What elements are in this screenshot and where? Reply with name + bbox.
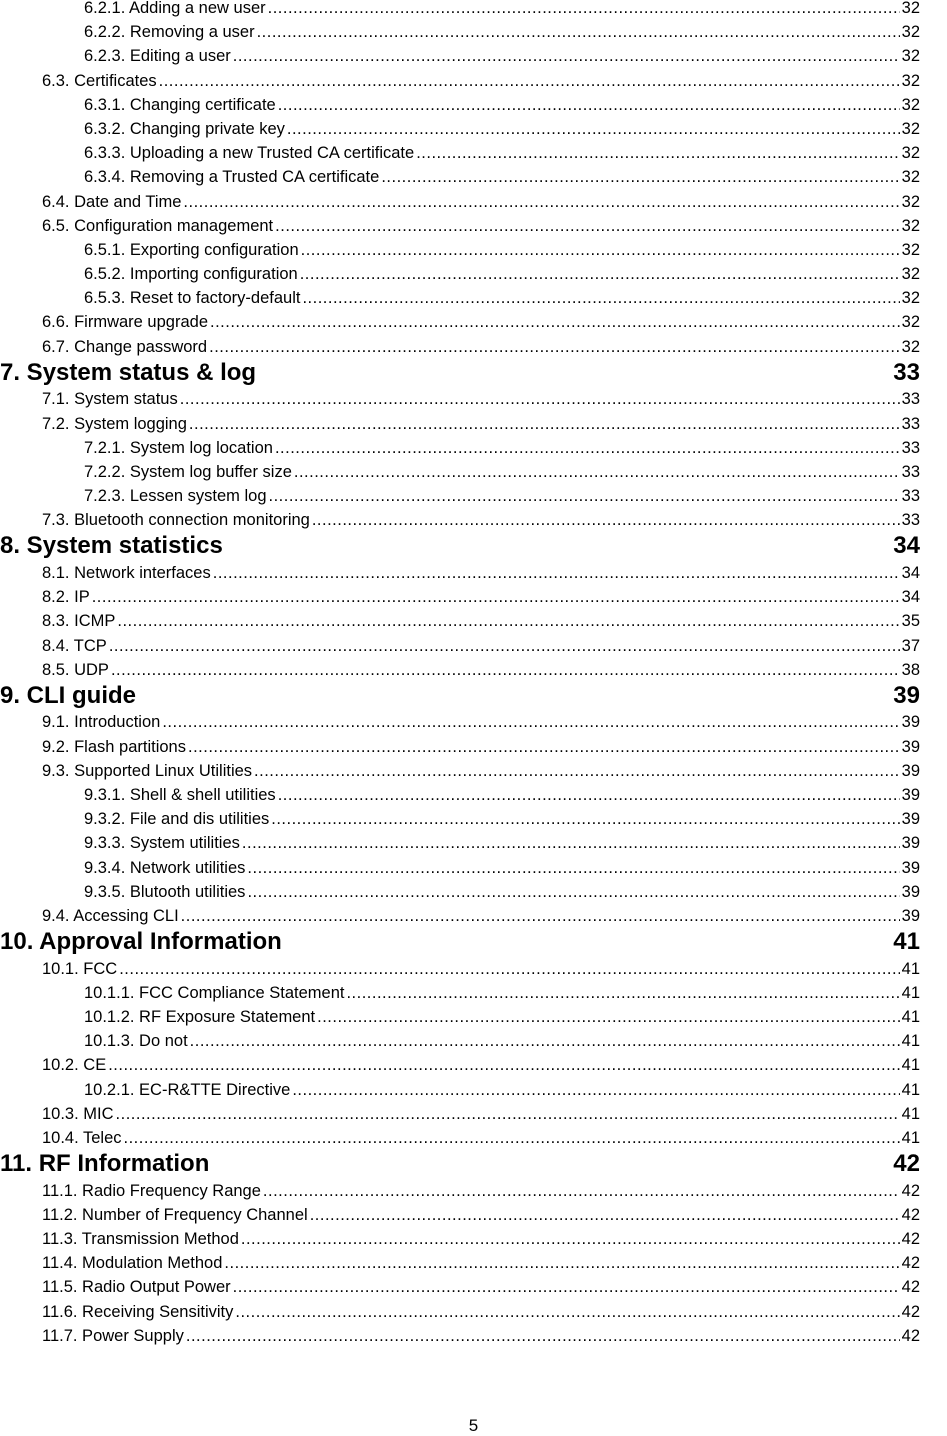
toc-section-entry[interactable] bbox=[0, 1324, 947, 1348]
toc-entry-title: 6.5.2. Importing configuration bbox=[84, 265, 298, 284]
toc-entry-page: 32 bbox=[901, 71, 920, 90]
dot-leader bbox=[180, 387, 900, 411]
toc-entry-page: 42 bbox=[893, 1150, 920, 1178]
dot-leader bbox=[275, 214, 899, 238]
toc-entry-page: 33 bbox=[901, 487, 920, 506]
dot-leader bbox=[317, 1005, 900, 1029]
toc-entry-title: 10.1. FCC bbox=[42, 959, 118, 978]
toc-entry-page: 41 bbox=[901, 1056, 920, 1075]
dot-leader bbox=[233, 44, 900, 68]
toc-entry-page: 34 bbox=[901, 563, 920, 582]
toc-entry-page: 32 bbox=[901, 265, 920, 284]
toc-entry-title: 6.5.1. Exporting configuration bbox=[84, 240, 299, 259]
toc-entry-page: 32 bbox=[901, 119, 920, 138]
toc-entry-title: 11. RF Information bbox=[0, 1150, 210, 1178]
toc-subsection-entry[interactable] bbox=[0, 981, 947, 1005]
toc-entry-page: 41 bbox=[901, 959, 920, 978]
toc-entry-page: 32 bbox=[901, 144, 920, 163]
dot-leader bbox=[233, 1275, 900, 1299]
toc-entry-page: 41 bbox=[893, 928, 920, 956]
toc-section-entry[interactable] bbox=[0, 1126, 947, 1150]
toc-entry-page: 32 bbox=[901, 47, 920, 66]
dot-leader bbox=[416, 141, 899, 165]
toc-section-entry[interactable] bbox=[0, 214, 947, 238]
toc-section-entry[interactable] bbox=[0, 735, 947, 759]
toc-entry-page: 42 bbox=[901, 1326, 920, 1345]
toc-entry-page: 35 bbox=[901, 612, 920, 631]
toc-subsection-entry[interactable] bbox=[0, 165, 947, 189]
toc-entry-title: 11.3. Transmission Method bbox=[42, 1229, 239, 1248]
toc-entry-page: 32 bbox=[901, 23, 920, 42]
toc-entry-page: 32 bbox=[901, 216, 920, 235]
dot-leader bbox=[241, 1227, 900, 1251]
dot-leader bbox=[189, 412, 900, 436]
toc-entry-page: 41 bbox=[901, 1104, 920, 1123]
dot-leader bbox=[346, 981, 899, 1005]
toc-section-entry[interactable] bbox=[0, 69, 947, 93]
toc-entry-page: 32 bbox=[901, 289, 920, 308]
toc-subsection-entry[interactable] bbox=[0, 44, 947, 68]
toc-entry-page: 32 bbox=[901, 337, 920, 356]
toc-section-entry[interactable] bbox=[0, 1227, 947, 1251]
toc-entry-page: 42 bbox=[901, 1302, 920, 1321]
toc-entry-title: 10.2. CE bbox=[42, 1056, 107, 1075]
toc-entry-page: 39 bbox=[901, 737, 920, 756]
toc-entry-page: 42 bbox=[901, 1181, 920, 1200]
toc-entry-title: 9.3.4. Network utilities bbox=[84, 858, 246, 877]
dot-leader bbox=[211, 1150, 891, 1179]
toc-entry-title: 6.7. Change password bbox=[42, 337, 208, 356]
toc-entry-title: 6.3.1. Changing certificate bbox=[84, 95, 276, 114]
toc-entry-page: 39 bbox=[901, 906, 920, 925]
toc-entry-title: 11.7. Power Supply bbox=[42, 1326, 184, 1345]
dot-leader bbox=[116, 1102, 900, 1126]
toc-entry-page: 39 bbox=[901, 882, 920, 901]
toc-entry-page: 32 bbox=[901, 313, 920, 332]
toc-entry-page: 41 bbox=[901, 983, 920, 1002]
toc-subsection-entry[interactable] bbox=[0, 20, 947, 44]
toc-entry-page: 41 bbox=[901, 1128, 920, 1147]
toc-section-entry[interactable] bbox=[0, 1203, 947, 1227]
toc-entry-title: 7.3. Bluetooth connection monitoring bbox=[42, 511, 310, 530]
toc-entry-title: 9.3. Supported Linux Utilities bbox=[42, 761, 253, 780]
toc-section-entry[interactable] bbox=[0, 1179, 947, 1203]
toc-subsection-entry[interactable] bbox=[0, 1005, 947, 1029]
dot-leader bbox=[119, 957, 899, 981]
toc-entry-page: 32 bbox=[901, 192, 920, 211]
dot-leader bbox=[268, 0, 900, 20]
toc-entry-page: 39 bbox=[901, 858, 920, 877]
toc-subsection-entry[interactable] bbox=[0, 0, 947, 20]
toc-entry-title: 9.1. Introduction bbox=[42, 713, 161, 732]
dot-leader bbox=[190, 1029, 900, 1053]
toc-entry-title: 7.2.3. Lessen system log bbox=[84, 487, 267, 506]
toc-subsection-entry[interactable] bbox=[0, 856, 947, 880]
toc-section-entry[interactable] bbox=[0, 957, 947, 981]
toc-entry-page: 39 bbox=[901, 761, 920, 780]
toc-entry-title: 6.2.1. Adding a new user bbox=[84, 0, 266, 17]
toc-entry-title: 6.6. Firmware upgrade bbox=[42, 313, 208, 332]
dot-leader bbox=[300, 262, 900, 286]
toc-entry-page: 42 bbox=[901, 1278, 920, 1297]
toc-section-entry[interactable] bbox=[0, 387, 947, 411]
dot-leader bbox=[302, 286, 899, 310]
toc-section-entry[interactable] bbox=[0, 1053, 947, 1077]
toc-entry-title: 7.2. System logging bbox=[42, 414, 187, 433]
toc-entry-page: 32 bbox=[901, 240, 920, 259]
dot-leader bbox=[381, 165, 899, 189]
dot-leader bbox=[209, 335, 900, 359]
dot-leader bbox=[235, 1300, 899, 1324]
toc-entry-title: 6.4. Date and Time bbox=[42, 192, 182, 211]
toc-entry-page: 39 bbox=[901, 810, 920, 829]
toc-entry-title: 10.1.1. FCC Compliance Statement bbox=[84, 983, 345, 1002]
page-number: 5 bbox=[468, 1416, 479, 1435]
toc-entry-title: 11.5. Radio Output Power bbox=[42, 1278, 231, 1297]
toc-section-entry[interactable] bbox=[0, 561, 947, 585]
toc-subsection-entry[interactable] bbox=[0, 93, 947, 117]
toc-subsection-entry[interactable] bbox=[0, 436, 947, 460]
toc-entry-page: 42 bbox=[901, 1254, 920, 1273]
toc-entry-page: 33 bbox=[901, 462, 920, 481]
toc-subsection-entry[interactable] bbox=[0, 1029, 947, 1053]
dot-leader bbox=[287, 117, 900, 141]
toc-entry-page: 32 bbox=[901, 168, 920, 187]
toc-entry-page: 33 bbox=[893, 358, 920, 386]
toc-entry-title: 6.3.3. Uploading a new Trusted CA certificate bbox=[84, 144, 415, 163]
toc-entry-title: 10.3. MIC bbox=[42, 1104, 114, 1123]
toc-entry-title: 10.1.2. RF Exposure Statement bbox=[84, 1007, 316, 1026]
toc-subsection-entry[interactable] bbox=[0, 831, 947, 855]
dot-leader bbox=[213, 561, 900, 585]
toc-entry-title: 9.4. Accessing CLI bbox=[42, 906, 179, 925]
toc-entry-title: 6.3.2. Changing private key bbox=[84, 119, 285, 138]
toc-chapter-entry[interactable] bbox=[0, 1150, 947, 1179]
toc-entry-title: 8.3. ICMP bbox=[42, 612, 116, 631]
toc-entry-page: 34 bbox=[901, 588, 920, 607]
toc-subsection-entry[interactable] bbox=[0, 238, 947, 262]
toc-subsection-entry[interactable] bbox=[0, 262, 947, 286]
dot-leader bbox=[186, 1324, 900, 1348]
dot-leader bbox=[188, 735, 900, 759]
toc-entry-title: 6.2.2. Removing a user bbox=[84, 23, 255, 42]
dot-leader bbox=[181, 904, 900, 928]
toc-chapter-entry[interactable] bbox=[0, 682, 947, 711]
toc-entry-title: 11.4. Modulation Method bbox=[42, 1254, 223, 1273]
toc-entry-title: 7.2.1. System log location bbox=[84, 438, 273, 457]
toc-section-entry[interactable] bbox=[0, 335, 947, 359]
toc-section-entry[interactable] bbox=[0, 609, 947, 633]
toc-subsection-entry[interactable] bbox=[0, 141, 947, 165]
toc-entry-page: 39 bbox=[901, 713, 920, 732]
toc-entry-title: 9. CLI guide bbox=[0, 681, 137, 709]
dot-leader bbox=[225, 532, 892, 561]
dot-leader bbox=[224, 1251, 899, 1275]
toc-entry-page: 39 bbox=[893, 681, 920, 709]
dot-leader bbox=[271, 807, 899, 831]
toc-subsection-entry[interactable] bbox=[0, 286, 947, 310]
toc-entry-page: 41 bbox=[901, 1080, 920, 1099]
toc-chapter-entry[interactable] bbox=[0, 532, 947, 561]
dot-leader bbox=[294, 460, 900, 484]
toc-section-entry[interactable] bbox=[0, 412, 947, 436]
toc-entry-title: 6.5.3. Reset to factory-default bbox=[84, 289, 301, 308]
toc-entry-page: 39 bbox=[901, 785, 920, 804]
dot-leader bbox=[210, 310, 900, 334]
dot-leader bbox=[109, 634, 900, 658]
toc-section-entry[interactable] bbox=[0, 1300, 947, 1324]
toc-entry-page: 41 bbox=[901, 1032, 920, 1051]
toc-subsection-entry[interactable] bbox=[0, 783, 947, 807]
dot-leader bbox=[301, 238, 900, 262]
dot-leader bbox=[275, 436, 900, 460]
toc-entry-page: 39 bbox=[901, 834, 920, 853]
toc-entry-page: 42 bbox=[901, 1205, 920, 1224]
toc-entry-page: 41 bbox=[901, 1007, 920, 1026]
toc-entry-title: 7.1. System status bbox=[42, 390, 178, 409]
toc-entry-page: 32 bbox=[901, 0, 920, 17]
dot-leader bbox=[278, 783, 900, 807]
dot-leader bbox=[312, 508, 900, 532]
toc-entry-page: 33 bbox=[901, 390, 920, 409]
toc-entry-title: 8. System statistics bbox=[0, 532, 223, 560]
toc-entry-title: 11.2. Number of Frequency Channel bbox=[42, 1205, 308, 1224]
dot-leader bbox=[162, 710, 899, 734]
dot-leader bbox=[92, 585, 900, 609]
toc-section-entry[interactable] bbox=[0, 1251, 947, 1275]
toc-subsection-entry[interactable] bbox=[0, 880, 947, 904]
dot-leader bbox=[159, 69, 900, 93]
toc-section-entry[interactable] bbox=[0, 759, 947, 783]
toc-entry-title: 6.3.4. Removing a Trusted CA certificate bbox=[84, 168, 380, 187]
toc-section-entry[interactable] bbox=[0, 634, 947, 658]
toc-entry-title: 9.3.3. System utilities bbox=[84, 834, 240, 853]
toc-entry-page: 33 bbox=[901, 511, 920, 530]
toc-subsection-entry[interactable] bbox=[0, 460, 947, 484]
dot-leader bbox=[247, 880, 899, 904]
toc-entry-title: 6.5. Configuration management bbox=[42, 216, 274, 235]
dot-leader bbox=[183, 190, 899, 214]
toc-entry-title: 11.1. Radio Frequency Range bbox=[42, 1181, 261, 1200]
dot-leader bbox=[138, 682, 891, 711]
toc-entry-page: 32 bbox=[901, 95, 920, 114]
toc-section-entry[interactable] bbox=[0, 508, 947, 532]
toc-section-entry[interactable] bbox=[0, 585, 947, 609]
dot-leader bbox=[242, 831, 900, 855]
toc-entry-title: 6.3. Certificates bbox=[42, 71, 157, 90]
toc-section-entry[interactable] bbox=[0, 904, 947, 928]
toc-entry-page: 38 bbox=[901, 660, 920, 679]
toc-entry-title: 8.1. Network interfaces bbox=[42, 563, 211, 582]
dot-leader bbox=[254, 759, 900, 783]
toc-entry-title: 10. Approval Information bbox=[0, 928, 282, 956]
dot-leader bbox=[117, 609, 899, 633]
toc-subsection-entry[interactable] bbox=[0, 484, 947, 508]
toc-entry-title: 9.2. Flash partitions bbox=[42, 737, 186, 756]
toc-subsection-entry[interactable] bbox=[0, 807, 947, 831]
toc-entry-title: 11.6. Receiving Sensitivity bbox=[42, 1302, 234, 1321]
toc-subsection-entry[interactable] bbox=[0, 1078, 947, 1102]
dot-leader bbox=[269, 484, 900, 508]
toc-section-entry[interactable] bbox=[0, 310, 947, 334]
toc-section-entry[interactable] bbox=[0, 658, 947, 682]
toc-subsection-entry[interactable] bbox=[0, 117, 947, 141]
toc-entry-title: 9.3.2. File and dis utilities bbox=[84, 810, 270, 829]
toc-section-entry[interactable] bbox=[0, 1102, 947, 1126]
dot-leader bbox=[108, 1053, 899, 1077]
toc-entry-title: 9.3.5. Blutooth utilities bbox=[84, 882, 246, 901]
toc-entry-page: 33 bbox=[901, 438, 920, 457]
dot-leader bbox=[310, 1203, 900, 1227]
toc-entry-title: 7.2.2. System log buffer size bbox=[84, 462, 292, 481]
toc-entry-title: 6.2.3. Editing a user bbox=[84, 47, 231, 66]
toc-entry-title: 7. System status & log bbox=[0, 358, 257, 386]
toc-entry-page: 33 bbox=[901, 414, 920, 433]
toc-entry-page: 37 bbox=[901, 636, 920, 655]
toc-section-entry[interactable] bbox=[0, 710, 947, 734]
toc-entry-page: 42 bbox=[901, 1229, 920, 1248]
dot-leader bbox=[278, 93, 900, 117]
toc-entry-title: 10.2.1. EC-R&TTE Directive bbox=[84, 1080, 291, 1099]
toc-entry-title: 8.4. TCP bbox=[42, 636, 107, 655]
toc-entry-page: 34 bbox=[893, 532, 920, 560]
toc-entry-title: 8.2. IP bbox=[42, 588, 90, 607]
dot-leader bbox=[263, 1179, 900, 1203]
dot-leader bbox=[292, 1078, 899, 1102]
dot-leader bbox=[257, 20, 900, 44]
dot-leader bbox=[284, 928, 891, 957]
dot-leader bbox=[124, 1126, 900, 1150]
dot-leader bbox=[258, 359, 891, 388]
toc-entry-title: 10.1.3. Do not bbox=[84, 1032, 188, 1051]
toc-entry-title: 8.5. UDP bbox=[42, 660, 109, 679]
toc-entry-title: 9.3.1. Shell & shell utilities bbox=[84, 785, 276, 804]
toc-chapter-entry[interactable] bbox=[0, 359, 947, 388]
toc-entry-title: 10.4. Telec bbox=[42, 1128, 122, 1147]
dot-leader bbox=[111, 658, 900, 682]
toc-chapter-entry[interactable] bbox=[0, 928, 947, 957]
toc-section-entry[interactable] bbox=[0, 190, 947, 214]
dot-leader bbox=[247, 856, 899, 880]
toc-section-entry[interactable] bbox=[0, 1275, 947, 1299]
